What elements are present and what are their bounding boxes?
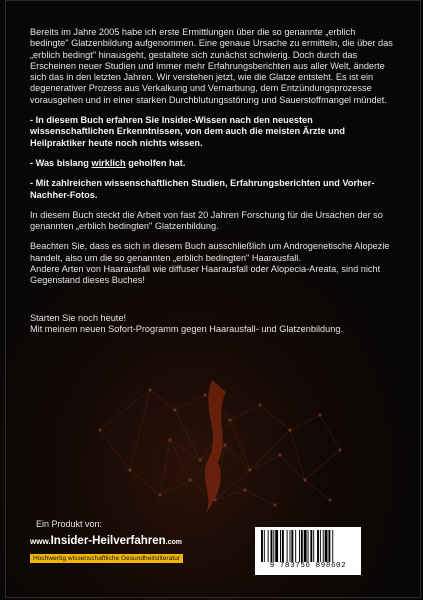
barcode-bar [332, 530, 333, 562]
bullet-what-helped [30, 158, 395, 169]
isbn-number: 9 783756 898602 [269, 562, 347, 570]
scope-line-1: Beachten Sie, dass es sich in diesem Buch ausschließlich um Androgenetische Alopezie handelt, also um die so genannten „erblich bedingten" Haarausfall. [30, 241, 390, 263]
intro-paragraph: Bereits im Jahre 2005 habe ich erste Ermittlungen über die so genannte „erblich bedingte" Glatzenbildung aufgenommen. Eine genaue Ursache zu ermitteln, die über das „erblich bedingt" hinausgeht, gestaltete sich zunächst schwierig. Doch durch das Erscheinen neuer Studien und immer mehr Erfahrungsberichten aus aller Welt, änderte sich das in den letzten Jahren. Wir verstehen jetzt, wie die Glatze entsteht. Es ist ein degenerativer Prozess aus Verkalkung und Vernarbung, dem Entzündungsprozesse vorausgehen und in einer starken Durchblutungsstörung und Sauerstoffmangel mündet. [30, 27, 393, 105]
cta-line-1: Starten Sie noch heute! [30, 312, 127, 323]
barcode-bar [310, 530, 312, 562]
call-to-action [30, 313, 395, 336]
bullet-what-helped-emphasis: wirklich [91, 157, 126, 168]
barcode-bar [308, 530, 309, 562]
description-text [30, 27, 395, 344]
barcode-bar [313, 530, 314, 562]
bullet-insider-knowledge: - In diesem Buch erfahren Sie Insider-Wissen nach den neuesten wissenschaftlichen Erkenntnissen, von dem auch die meisten Ärzte und Heilpraktiker heute noch nichts wissen. [30, 115, 346, 148]
barcode-bar [282, 530, 284, 562]
barcode-bar [275, 530, 278, 562]
barcode-bar [261, 530, 263, 562]
logo-tld: .com [165, 539, 182, 546]
logo-wordmark [30, 535, 238, 547]
bullet-what-helped-pre: - Was bislang [30, 157, 92, 168]
bullet-studies: - Mit zahlreichen wissenschaftlichen Studien, Erfahrungsberichten und Vorher-Nachher-Fotos. [30, 178, 375, 200]
barcode-bar [290, 530, 291, 562]
bullet-what-helped-post: geholfen hat. [125, 157, 186, 168]
barcode-bar [271, 530, 273, 562]
cta-line-2: Mit meinem neuen Sofort-Programm gegen Haarausfall- und Glatzenbildung. [30, 323, 344, 334]
barcode-bar [291, 530, 293, 562]
barcode-bars [255, 527, 361, 563]
barcode-bar [301, 530, 303, 562]
barcode-bar [280, 530, 281, 562]
barcode-bar [328, 530, 330, 562]
barcode-bar [317, 530, 319, 562]
logo-tagline: Hochwertig wissenschaftliche Gesundheitsliteratur [30, 554, 183, 563]
barcode-bar [299, 530, 300, 562]
barcode-bar [268, 530, 269, 562]
barcode-bar [295, 530, 296, 562]
publisher-logo [30, 535, 238, 565]
logo-name: Insider-Heilverfahren [50, 535, 166, 547]
barcode-bar [304, 530, 307, 562]
barcode-bar [264, 530, 265, 562]
scope-paragraph [30, 241, 395, 264]
barcode-bar [323, 530, 324, 562]
logo-www: www. [30, 537, 51, 546]
scope-paragraph-2: Andere Arten von Haarausfall wie diffuser Haarausfall oder Alopecia-Areata, sind nicht Gegenstand dieses Buches! [30, 264, 381, 286]
barcode-bar [273, 530, 274, 562]
barcode-bar [320, 530, 321, 562]
publisher-label: Ein Produkt von: [36, 519, 103, 529]
research-paragraph: In diesem Buch steckt die Arbeit von fast 20 Jahren Forschung für die Ursachen der so genannten „erblich bedingten" Glatzenbildung. [30, 209, 383, 232]
barcode-bar [325, 530, 328, 562]
barcode-bar [287, 530, 288, 562]
